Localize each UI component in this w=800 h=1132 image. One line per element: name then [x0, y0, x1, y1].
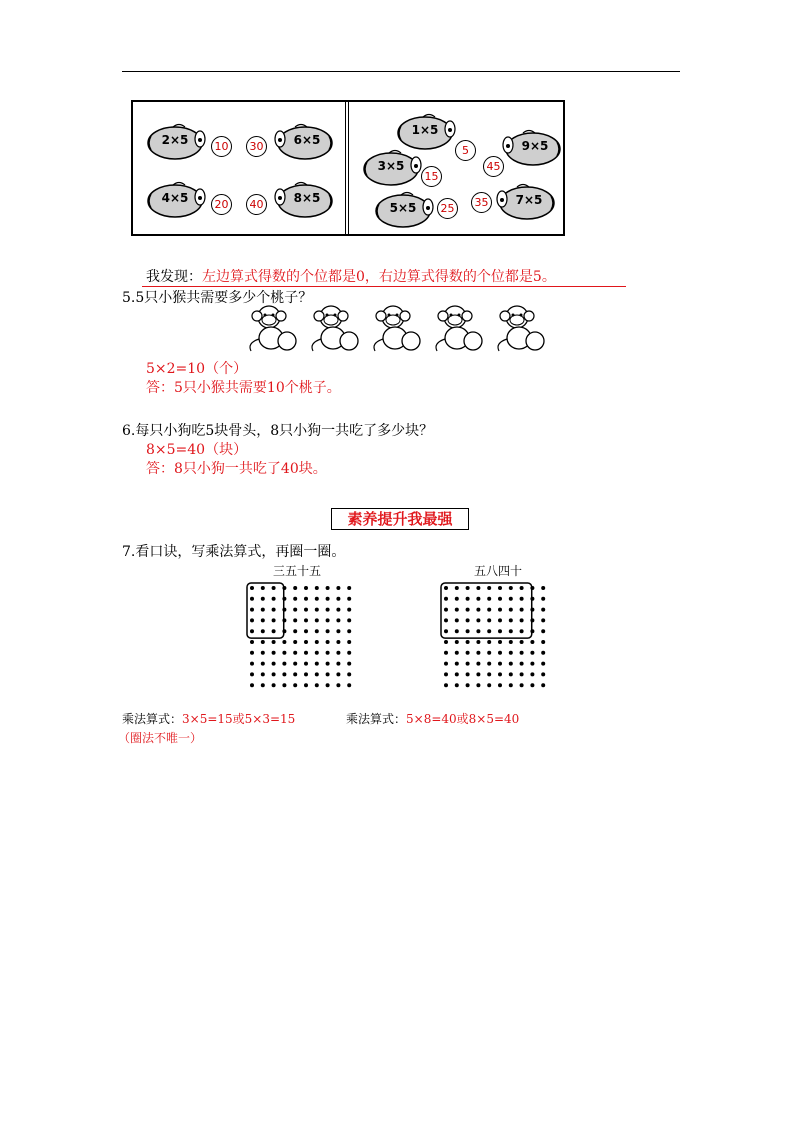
grid-dot [466, 608, 470, 612]
grid-dot [444, 618, 448, 622]
grid-dot [509, 597, 513, 601]
grid-dot [498, 640, 502, 644]
grid-dot [272, 586, 276, 590]
answer-circle: 40 [246, 194, 267, 215]
grid-dot [347, 662, 351, 666]
grid-dot [304, 618, 308, 622]
grid-dot [326, 683, 330, 687]
grid-dot [250, 608, 254, 612]
fish-expression: 6×5 [293, 133, 321, 147]
grid-dot [293, 618, 297, 622]
grid-dot [250, 618, 254, 622]
grid-dot [261, 662, 265, 666]
grid-dot [487, 662, 491, 666]
grid-dot [293, 651, 297, 655]
header-rule [122, 71, 680, 72]
grid-dot [282, 651, 286, 655]
grid-dot [261, 618, 265, 622]
fish-card [271, 122, 335, 162]
left-rhyme: 三五十五 [273, 564, 322, 578]
right-formula-label: 乘法算式： [346, 712, 407, 726]
grid-dot [347, 608, 351, 612]
grid-dot [250, 640, 254, 644]
grid-dot [261, 640, 265, 644]
answer-circle: 5 [455, 140, 476, 161]
fish-expression: 8×5 [293, 191, 321, 205]
grid-dot [326, 586, 330, 590]
fish-card [493, 182, 557, 222]
grid-dot [509, 662, 513, 666]
section-title-badge: 素养提升我最强 [331, 508, 469, 530]
grid-dot [326, 672, 330, 676]
fish-card [145, 122, 209, 162]
grid-dot [444, 640, 448, 644]
grid-dot [304, 629, 308, 633]
grid-dot [444, 662, 448, 666]
grid-dot [336, 651, 340, 655]
grid-dot [444, 629, 448, 633]
grid-dot [336, 683, 340, 687]
answer-circle: 30 [246, 136, 267, 157]
grid-dot [304, 597, 308, 601]
grid-dot [315, 672, 319, 676]
grid-dot [541, 608, 545, 612]
grid-dot [272, 629, 276, 633]
grid-dot [509, 629, 513, 633]
grid-dot [498, 651, 502, 655]
answer-circle: 25 [437, 198, 458, 219]
grid-dot [455, 586, 459, 590]
grid-dot [541, 586, 545, 590]
box-divider [345, 102, 349, 234]
grid-dot [250, 662, 254, 666]
grid-dot [476, 651, 480, 655]
grid-dot [455, 651, 459, 655]
grid-dot [293, 640, 297, 644]
fish-expression: 5×5 [389, 201, 417, 215]
grid-dot [530, 672, 534, 676]
grid-dot [487, 618, 491, 622]
fish-expression: 1×5 [411, 123, 439, 137]
grid-dot [347, 597, 351, 601]
grid-dot [315, 651, 319, 655]
grid-dot [250, 672, 254, 676]
grid-dot [250, 586, 254, 590]
grid-dot [347, 651, 351, 655]
grid-dot [487, 597, 491, 601]
circle-note: （圈法不唯一） [118, 731, 203, 745]
grid-dot [455, 683, 459, 687]
grid-dot [466, 618, 470, 622]
grid-dot [250, 597, 254, 601]
grid-dot [282, 683, 286, 687]
q5-question: 5.5只小猴共需要多少个桃子？ [122, 290, 313, 306]
discovery-label: 我发现： [146, 269, 202, 285]
grid-dot [498, 597, 502, 601]
q6-question: 6.每只小狗吃5块骨头，8只小狗一共吃了多少块？ [122, 423, 434, 439]
grid-dot [520, 629, 524, 633]
fish-expression: 3×5 [377, 159, 405, 173]
grid-dot [272, 597, 276, 601]
grid-dot [520, 608, 524, 612]
grid-dot [293, 586, 297, 590]
grid-dot [487, 651, 491, 655]
fish-card [361, 148, 425, 188]
grid-dot [455, 662, 459, 666]
grid-dot [272, 672, 276, 676]
grid-dot [272, 662, 276, 666]
q5-answer: 答：5只小猴共需要10个桃子。 [146, 380, 341, 396]
fish-card [373, 190, 437, 230]
discovery-answer: 左边算式得数的个位都是0，右边算式得数的个位都是5。 [202, 269, 556, 285]
fish-card [499, 128, 563, 168]
q6-formula: 8×5=40（块） [146, 442, 248, 458]
grid-dot [304, 651, 308, 655]
grid-dot [347, 586, 351, 590]
grid-dot [498, 608, 502, 612]
grid-dot [541, 651, 545, 655]
grid-dot [347, 672, 351, 676]
grid-dot [347, 618, 351, 622]
grid-dot [326, 662, 330, 666]
grid-dot [347, 683, 351, 687]
grid-dot [455, 608, 459, 612]
grid-dot [315, 662, 319, 666]
grid-dot [336, 672, 340, 676]
grid-dot [293, 662, 297, 666]
grid-dot [315, 608, 319, 612]
grid-dot [250, 629, 254, 633]
grid-dot [520, 683, 524, 687]
left-formula-label: 乘法算式： [122, 712, 183, 726]
grid-dot [530, 662, 534, 666]
grid-dot [455, 597, 459, 601]
grid-dot [487, 640, 491, 644]
grid-dot [487, 672, 491, 676]
grid-dot [455, 629, 459, 633]
circling-rectangle [441, 583, 532, 638]
grid-dot [520, 586, 524, 590]
grid-dot [304, 640, 308, 644]
grid-dot [315, 618, 319, 622]
grid-dot [315, 640, 319, 644]
discovery-line [146, 266, 556, 286]
grid-dot [261, 586, 265, 590]
grid-dot [304, 662, 308, 666]
fish-matching-box [131, 100, 565, 236]
monkey-icon [491, 303, 549, 355]
grid-dot [520, 640, 524, 644]
fish-card [395, 112, 459, 152]
answer-circle: 20 [211, 194, 232, 215]
grid-dot [541, 618, 545, 622]
grid-dot [444, 651, 448, 655]
grid-dot [336, 597, 340, 601]
grid-dot [509, 683, 513, 687]
grid-dot [336, 618, 340, 622]
right-dot-grid [440, 582, 555, 692]
grid-dot [304, 608, 308, 612]
grid-dot [444, 608, 448, 612]
grid-dot [293, 629, 297, 633]
grid-dot [530, 640, 534, 644]
right-rhyme: 五八四十 [474, 564, 523, 578]
grid-dot [326, 651, 330, 655]
grid-dot [487, 629, 491, 633]
grid-dot [272, 608, 276, 612]
grid-dot [293, 608, 297, 612]
grid-dot [509, 608, 513, 612]
grid-dot [261, 672, 265, 676]
grid-dot [476, 629, 480, 633]
grid-dot [509, 672, 513, 676]
grid-dot [541, 662, 545, 666]
grid-dot [326, 618, 330, 622]
grid-dot [487, 608, 491, 612]
grid-dot [272, 683, 276, 687]
grid-dot [498, 662, 502, 666]
grid-dot [509, 651, 513, 655]
grid-dot [487, 683, 491, 687]
grid-dot [315, 597, 319, 601]
grid-dot [261, 608, 265, 612]
grid-dot [520, 672, 524, 676]
grid-dot [509, 586, 513, 590]
monkey-icon [429, 303, 487, 355]
grid-dot [250, 683, 254, 687]
grid-dot [541, 672, 545, 676]
grid-dot [272, 651, 276, 655]
grid-dot [336, 640, 340, 644]
grid-dot [293, 597, 297, 601]
grid-dot [541, 629, 545, 633]
grid-dot [476, 672, 480, 676]
grid-dot [466, 586, 470, 590]
monkey-icon [243, 303, 301, 355]
grid-dot [444, 683, 448, 687]
grid-dot [455, 672, 459, 676]
grid-dot [250, 651, 254, 655]
answer-circle: 10 [211, 136, 232, 157]
left-dot-grid [246, 582, 361, 692]
grid-dot [336, 629, 340, 633]
q6-answer: 答：8只小狗一共吃了40块。 [146, 461, 327, 477]
grid-dot [498, 683, 502, 687]
grid-dot [509, 618, 513, 622]
grid-dot [272, 640, 276, 644]
grid-dot [520, 662, 524, 666]
grid-dot [347, 629, 351, 633]
grid-dot [326, 597, 330, 601]
grid-dot [541, 640, 545, 644]
grid-dot [326, 640, 330, 644]
right-formula-answer: 5×8=40或8×5=40 [406, 712, 520, 726]
grid-dot [466, 662, 470, 666]
grid-dot [476, 662, 480, 666]
answer-circle: 45 [483, 156, 504, 177]
grid-dot [476, 618, 480, 622]
grid-dot [520, 618, 524, 622]
monkey-icon [305, 303, 363, 355]
grid-dot [304, 586, 308, 590]
answer-circle: 15 [421, 166, 442, 187]
fish-expression: 2×5 [161, 133, 189, 147]
grid-dot [487, 586, 491, 590]
fish-card [145, 180, 209, 220]
grid-dot [304, 672, 308, 676]
grid-dot [466, 597, 470, 601]
grid-dot [455, 640, 459, 644]
grid-dot [261, 683, 265, 687]
grid-dot [444, 672, 448, 676]
grid-dot [336, 586, 340, 590]
grid-dot [293, 672, 297, 676]
grid-dot [541, 683, 545, 687]
grid-dot [498, 586, 502, 590]
grid-dot [530, 651, 534, 655]
grid-dot [476, 683, 480, 687]
fish-expression: 7×5 [515, 193, 543, 207]
fish-expression: 4×5 [161, 191, 189, 205]
grid-dot [466, 651, 470, 655]
grid-dot [476, 586, 480, 590]
grid-dot [498, 629, 502, 633]
monkey-illustration [243, 303, 553, 355]
grid-dot [261, 651, 265, 655]
grid-dot [509, 640, 513, 644]
grid-dot [315, 629, 319, 633]
left-formula-answer: 3×5=15或5×3=15 [182, 712, 296, 726]
grid-dot [466, 629, 470, 633]
grid-dot [282, 640, 286, 644]
grid-dot [466, 640, 470, 644]
left-formula-line [122, 710, 295, 727]
grid-dot [336, 608, 340, 612]
grid-dot [498, 672, 502, 676]
grid-dot [347, 640, 351, 644]
grid-dot [444, 597, 448, 601]
grid-dot [282, 672, 286, 676]
answer-circle: 35 [471, 192, 492, 213]
fish-expression: 9×5 [521, 139, 549, 153]
grid-dot [476, 597, 480, 601]
grid-dot [466, 672, 470, 676]
grid-dot [541, 597, 545, 601]
grid-dot [282, 662, 286, 666]
grid-dot [530, 683, 534, 687]
grid-dot [261, 597, 265, 601]
fish-card [271, 180, 335, 220]
grid-dot [520, 651, 524, 655]
grid-dot [444, 586, 448, 590]
grid-dot [315, 586, 319, 590]
grid-dot [520, 597, 524, 601]
grid-dot [476, 608, 480, 612]
grid-dot [476, 640, 480, 644]
grid-dot [326, 608, 330, 612]
grid-dot [261, 629, 265, 633]
grid-dot [466, 683, 470, 687]
q7-question: 7.看口诀，写乘法算式，再圈一圈。 [122, 544, 346, 560]
grid-dot [293, 683, 297, 687]
grid-dot [455, 618, 459, 622]
grid-dot [326, 629, 330, 633]
grid-dot [304, 683, 308, 687]
grid-dot [498, 618, 502, 622]
monkey-icon [367, 303, 425, 355]
q5-formula: 5×2=10（个） [146, 361, 248, 377]
grid-dot [272, 618, 276, 622]
right-formula-line [346, 710, 519, 727]
grid-dot [336, 662, 340, 666]
grid-dot [315, 683, 319, 687]
